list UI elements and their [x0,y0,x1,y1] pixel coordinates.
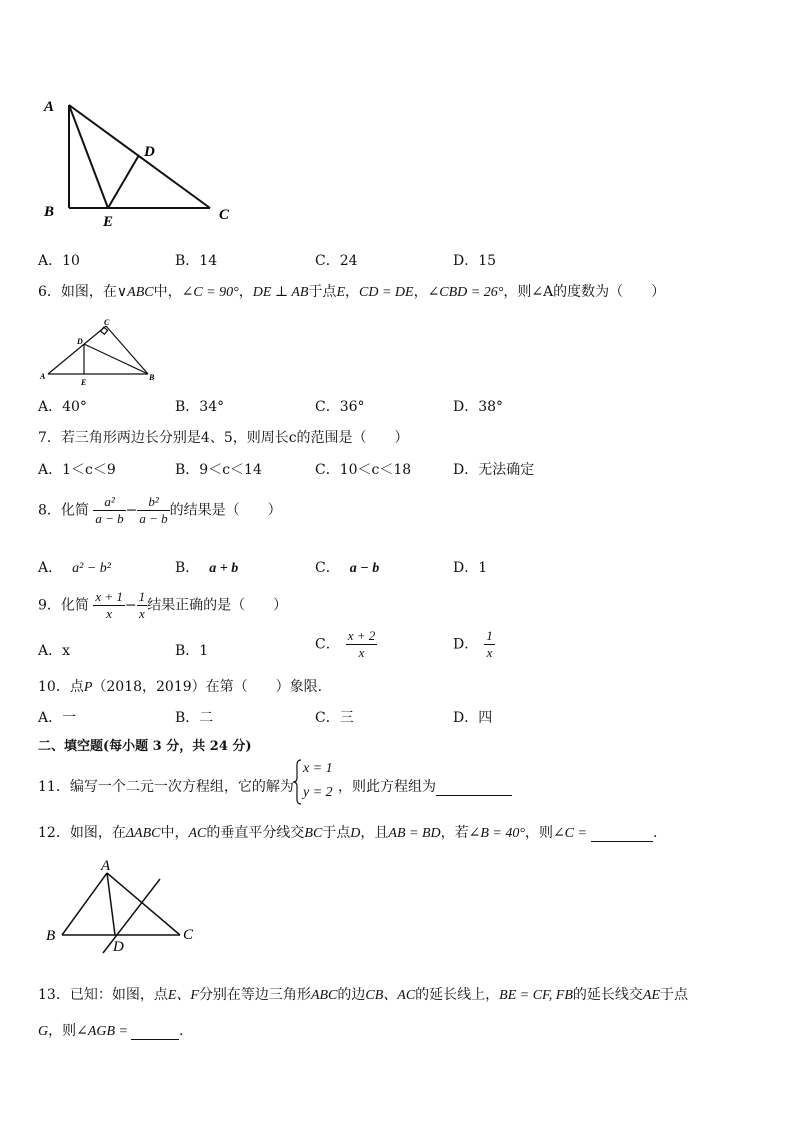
q13-points-ef: E、F [167,988,199,1003]
q12-label-C: C [183,927,194,943]
q9-option-d-fraction [484,628,495,661]
q12-d: D [350,826,361,841]
q5-option-c: C．24 [315,253,358,269]
q11-eq-2: y = 2 [303,785,333,800]
q13-text: 于点 [660,987,689,1003]
q11-eq-1: x = 1 [303,761,333,776]
q8-suffix: 的结果是（ ） [169,502,282,519]
q5-label-E: E [103,214,114,230]
q13-text: ，则 [48,1023,77,1039]
q6-label-B: B [149,373,155,382]
q6-text: 于点 [308,284,337,300]
q7-option-a: A．1＜c＜9 [38,462,116,478]
q12-angle-c: ∠C = [552,826,587,841]
q6-angle-c: ∠C = 90° [181,285,239,300]
q9-option-c [315,628,377,661]
q8-option-a-expr: a² − b² [72,561,111,576]
q12-equality: AB = BD [388,826,441,841]
q9-f1-num: x + 1 [95,589,123,604]
q9-option-d-den: x [486,645,493,660]
q8-option-c-expr: a − b [349,561,380,576]
q12-text: 中， [160,825,189,841]
q10-post: （2018，2019）在第（ ）象限. [92,679,323,695]
q7-option-b: B．9＜c＜14 [175,462,262,478]
q6-option-a: A．40° [38,399,87,415]
q12-answer-blank[interactable] [591,827,653,842]
q8-option-c-label: C． [315,560,340,576]
q13-pre: 13．已知：如图，点 [38,987,168,1003]
q12-label-D: D [113,939,124,955]
q8-option-b [175,557,238,577]
q9-option-c-num: x + 2 [347,628,376,643]
q13-text: 的边 [337,987,366,1003]
q13-answer-blank[interactable] [131,1025,179,1040]
q12-end: . [652,825,658,841]
section-2-heading: 二、填空题(每小题 3 分，共 24 分) [38,739,252,754]
q13-sides: CB、AC [365,988,416,1003]
q12-angle-b: ∠B = 40° [468,826,525,841]
q12-label-B: B [46,928,56,944]
q8-minus: − [125,502,138,519]
q8-fraction-1 [93,494,125,527]
q12-text: ，且 [360,825,389,841]
q9-prefix: 9．化简 [38,597,89,614]
q11-answer-blank[interactable] [436,781,512,796]
q12-triangle: ΔABC [125,826,161,841]
q6-figure [38,316,158,388]
q6-stem [38,281,665,301]
q9-f2-den: x [139,606,145,621]
q6-option-b: B．34° [175,399,225,415]
q8-option-b-expr: a + b [209,561,239,576]
q6-equality: CD = DE [359,285,414,300]
q7-option-d: D．无法确定 [453,462,535,478]
q9-option-d-label: D． [453,636,479,653]
q5-label-B: B [44,204,55,220]
q8-option-c [315,557,379,577]
q10-option-b: B．二 [175,710,214,726]
q9-f1-den: x [106,606,113,621]
q12-text: ，若 [440,825,469,841]
q6-label-A: A [40,372,46,381]
q11-stem-post [338,776,512,796]
q6-option-d: D．38° [453,399,504,415]
q8-fraction-2 [137,494,169,527]
q13-point-g: G [38,1024,49,1039]
q6-label-E: E [81,378,87,387]
q13-ae: AE [642,988,661,1003]
q9-fraction-1 [93,589,125,622]
q12-text: ，则 [524,825,553,841]
q13-triangle: ABC [310,988,338,1003]
q9-option-d [453,628,495,661]
q6-label-D: D [77,337,83,346]
q5-figure [40,95,250,230]
q9-option-c-den: x [358,645,365,660]
q7-stem: 7．若三角形两边长分别是4、5，则周长c的范围是（ ） [38,430,409,446]
q12-ac: AC [188,826,207,841]
q12-pre: 12．如图，在 [38,825,126,841]
q13-angle: ∠AGB = [76,1024,129,1039]
q6-sep: ， [413,284,428,300]
q9-suffix: 结果正确的是（ ） [147,597,288,614]
q9-option-c-fraction [346,628,378,661]
q6-label-C: C [104,318,110,327]
q11-brace [292,759,302,805]
q13-end: . [179,1023,184,1039]
q5-option-d: D．15 [453,253,497,269]
q6-point-e: E [336,285,345,300]
q7-option-c: C．10＜c＜18 [315,462,412,478]
q13-line-1 [38,984,688,1004]
q10-option-a: A．一 [38,710,77,726]
q8-option-a [38,557,111,577]
q9-option-b: B．1 [175,643,209,659]
q10-stem [38,676,322,696]
q13-text: 的延长线上， [415,987,500,1003]
q13-equality: BE = CF, FB [499,988,573,1003]
q13-text: 的延长线交 [572,987,643,1003]
q8-f1-num: a² [93,494,125,511]
q9-option-c-label: C． [315,636,340,653]
q8-stem [38,494,282,527]
q8-prefix: 8．化简 [38,502,89,519]
q12-text: 于点 [322,825,351,841]
q13-line-2 [38,1020,183,1040]
q5-label-C: C [219,207,230,223]
q5-option-b: B．14 [175,253,218,269]
q12-bc: BC [304,826,323,841]
q8-f2-num: b² [137,494,169,511]
q11-post: ，则此方程组为 [338,779,436,795]
q9-stem [38,589,287,622]
q12-stem [38,822,657,842]
q9-minus: − [124,597,137,614]
q11-stem-pre: 11．编写一个二元一次方程组，它的解为 [38,779,294,795]
q8-option-b-label: B． [175,560,200,576]
q10-point-p: P [83,680,93,695]
q8-option-a-label: A． [38,560,63,576]
q10-option-c: C．三 [315,710,354,726]
q8-option-d: D．1 [453,560,488,576]
q6-text-post: ，则∠A的度数为（ ） [503,284,666,300]
q13-text: 分别在等边三角形 [198,987,311,1003]
q6-option-c: C．36° [315,399,365,415]
q9-f2-num: 1 [138,589,146,604]
q6-perp: DE ⊥ AB [252,285,309,300]
q9-option-d-num: 1 [486,628,493,643]
q5-option-a: A．10 [38,253,80,269]
q8-f2-den: a − b [139,511,168,526]
q5-label-D: D [144,144,155,160]
q6-sep: ， [345,284,359,300]
q12-text: 的垂直平分线交 [206,825,305,841]
q9-option-a: A．x [38,643,71,659]
q10-option-d: D．四 [453,710,493,726]
q8-f1-den: a − b [95,511,124,526]
q10-pre: 10．点 [38,679,84,695]
q12-label-A: A [101,858,111,874]
q6-angle-cbd: ∠CBD = 26° [427,285,504,300]
q6-triangle: ∨ABC [116,285,154,300]
q9-fraction-2 [137,589,148,622]
q6-text: 中， [153,284,182,300]
q5-label-A: A [44,99,55,115]
q6-text-pre: 6．如图，在 [38,284,117,300]
q12-figure [42,855,202,957]
q6-sep: ， [238,284,253,300]
